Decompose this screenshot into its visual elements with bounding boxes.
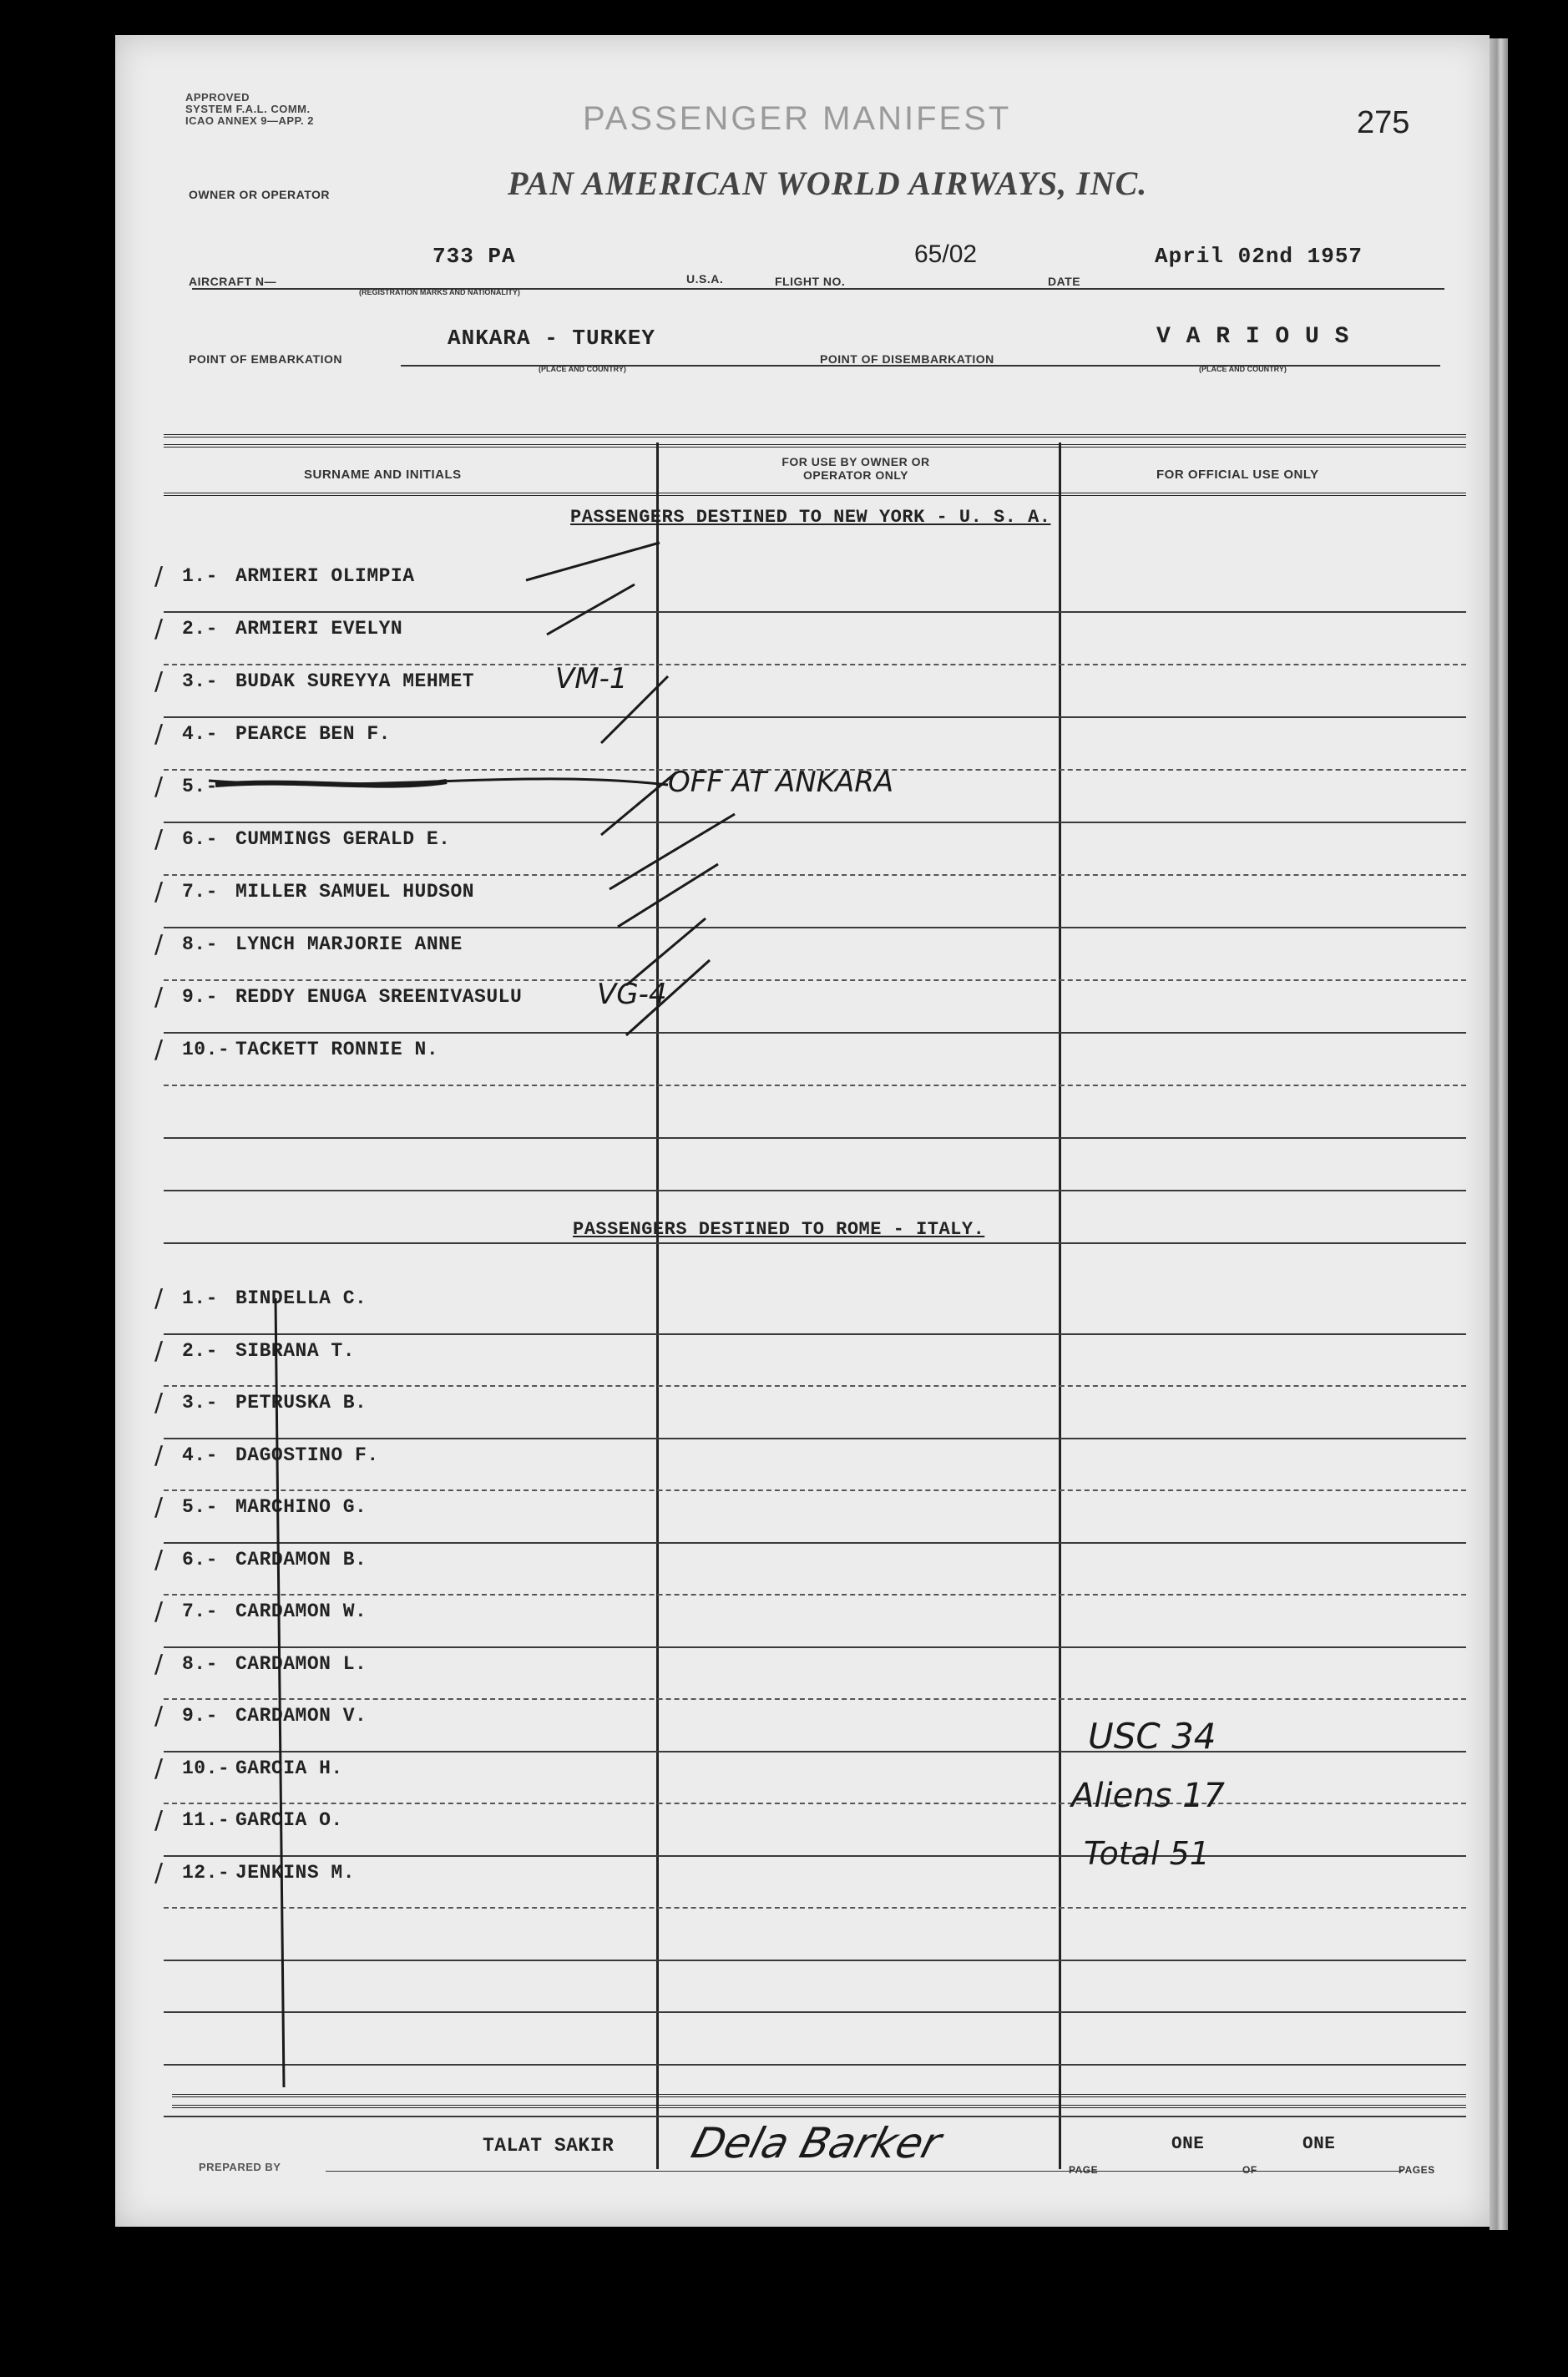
passenger-name: JENKINS M.: [235, 1861, 356, 1884]
page-value: ONE: [1171, 2135, 1205, 2154]
tick-mark: ∕: [154, 562, 164, 591]
passenger-name: BUDAK SUREYYA MEHMET: [235, 670, 475, 692]
tick-mark: ∕: [154, 825, 164, 854]
tick-mark: ∕: [154, 1336, 164, 1366]
check-mark: [601, 676, 668, 743]
passenger-number: 12.-: [182, 1861, 230, 1884]
approval-line-3: ICAO ANNEX 9—APP. 2: [185, 114, 314, 127]
passenger-number: 10.-: [182, 1757, 230, 1779]
of-label: OF: [1242, 2164, 1257, 2176]
tick-mark: ∕: [154, 1545, 164, 1575]
check-mark: [547, 584, 635, 635]
passenger-name: BINDELLA C.: [235, 1287, 367, 1309]
flight-value: 65/02: [914, 240, 978, 268]
pen-line: [276, 1298, 284, 2087]
check-mark: [526, 543, 660, 580]
tick-mark: ∕: [154, 1493, 164, 1522]
tick-mark: ∕: [154, 1388, 164, 1418]
passenger-number: 5.-: [182, 1496, 218, 1518]
tally-total: Total 51: [1084, 1835, 1210, 1872]
passenger-number: 11.-: [182, 1809, 230, 1831]
approval-line-2: SYSTEM F.A.L. COMM.: [185, 103, 311, 115]
passenger-number: 6.-: [182, 828, 218, 850]
passenger-number: 1.-: [182, 1287, 218, 1309]
section-ny-title: PASSENGERS DESTINED TO NEW YORK - U. S. A.: [570, 507, 1051, 528]
passenger-name: CARDAMON L.: [235, 1652, 367, 1675]
tick-mark: ∕: [154, 1806, 164, 1835]
date-value: April 02nd 1957: [1155, 244, 1363, 269]
approval-line-1: APPROVED: [185, 91, 250, 104]
passenger-name: CARDAMON B.: [235, 1548, 367, 1570]
of-value: ONE: [1302, 2135, 1336, 2154]
col-surname-header: SURNAME AND INITIALS: [304, 468, 462, 482]
disembark-label: POINT OF DISEMBARKATION: [820, 352, 994, 366]
passenger-name: PETRUSKA B.: [235, 1392, 367, 1414]
passenger-name: GARCIA O.: [235, 1809, 343, 1831]
tick-mark: ∕: [154, 1858, 164, 1888]
passenger-name: DAGOSTINO F.: [235, 1444, 379, 1466]
passenger-number: 7.-: [182, 881, 218, 903]
prepared-value: TALAT SAKIR: [483, 2135, 615, 2157]
pages-label: PAGES: [1399, 2164, 1435, 2176]
passenger-name: TACKETT RONNIE N.: [235, 1039, 439, 1060]
check-mark: [626, 960, 710, 1035]
passenger-number: 4.-: [182, 723, 218, 745]
flight-label: FLIGHT NO.: [775, 275, 846, 288]
owner-label: OWNER OR OPERATOR: [189, 188, 330, 201]
passenger-number: 9.-: [182, 1705, 218, 1727]
passenger-number: 2.-: [182, 618, 218, 640]
passenger-number: 10.-: [182, 1039, 230, 1060]
passenger-name: REDDY ENUGA SREENIVASULU: [235, 986, 523, 1008]
tick-mark: ∕: [154, 983, 164, 1012]
aircraft-value: 733 PA: [432, 244, 516, 269]
page-number: 275: [1357, 105, 1410, 140]
passenger-number: 4.-: [182, 1444, 218, 1466]
embark-sub: (PLACE AND COUNTRY): [539, 365, 626, 373]
check-mark: [618, 864, 718, 927]
tick-mark: ∕: [154, 930, 164, 959]
passenger-number: 2.-: [182, 1339, 218, 1362]
embark-label: POINT OF EMBARKATION: [189, 352, 342, 366]
col-official-header: FOR OFFICIAL USE ONLY: [1156, 468, 1319, 482]
tick-mark: ∕: [154, 1753, 164, 1783]
owner-value: PAN AMERICAN WORLD AIRWAYS, INC.: [508, 164, 1148, 202]
tick-mark: ∕: [154, 1035, 164, 1065]
tick-mark: ∕: [154, 1702, 164, 1731]
tally-aliens: Aliens 17: [1071, 1777, 1226, 1815]
disembark-value: V A R I O U S: [1156, 324, 1350, 350]
passenger-name: SIBRANA T.: [235, 1339, 356, 1362]
date-label: DATE: [1048, 275, 1081, 288]
tick-mark: ∕: [154, 667, 164, 696]
passenger-number: 3.-: [182, 1392, 218, 1414]
passenger-name: ARMIERI OLIMPIA: [235, 565, 415, 587]
owner-check-marks: [209, 543, 735, 2087]
passenger-number: 7.-: [182, 1601, 218, 1622]
handwritten-note: OFF AT ANKARA: [668, 766, 894, 799]
signature: Dela Barker: [686, 2119, 947, 2167]
passenger-number: 8.-: [182, 933, 218, 955]
aircraft-label: AIRCRAFT N—: [189, 275, 277, 288]
passenger-name: MILLER SAMUEL HUDSON: [235, 881, 475, 903]
passenger-number: 8.-: [182, 1652, 218, 1675]
passenger-number: 6.-: [182, 1548, 218, 1570]
aircraft-sub: (REGISTRATION MARKS AND NATIONALITY): [359, 288, 520, 296]
tick-mark: ∕: [154, 720, 164, 749]
passenger-name: GARCIA H.: [235, 1757, 343, 1779]
check-mark: [609, 814, 735, 889]
passenger-number: 9.-: [182, 986, 218, 1008]
tick-mark: ∕: [154, 614, 164, 644]
passenger-name: PEARCE BEN F.: [235, 723, 391, 745]
passenger-name: CUMMINGS GERALD E.: [235, 828, 451, 850]
passenger-number: 1.-: [182, 565, 218, 587]
tick-mark: ∕: [154, 877, 164, 907]
tick-mark: ∕: [154, 1284, 164, 1313]
usa-label: U.S.A.: [686, 272, 724, 286]
section-rome-title: PASSENGERS DESTINED TO ROME - ITALY.: [573, 1219, 985, 1240]
col-owner-header: FOR USE BY OWNER OR OPERATOR ONLY: [781, 455, 930, 482]
passenger-name: MARCHINO G.: [235, 1496, 367, 1518]
handwritten-note: VG-4: [597, 978, 667, 1011]
disembark-sub: (PLACE AND COUNTRY): [1199, 365, 1287, 373]
passenger-name: ARMIERI EVELYN: [235, 618, 403, 640]
tick-mark: ∕: [154, 772, 164, 802]
tick-mark: ∕: [154, 1649, 164, 1679]
tick-mark: ∕: [154, 1597, 164, 1626]
passenger-name: CARDAMON W.: [235, 1601, 367, 1622]
passenger-name: CARDAMON V.: [235, 1705, 367, 1727]
form-title: PASSENGER MANIFEST: [583, 100, 1012, 137]
prepared-label: PREPARED BY: [199, 2161, 281, 2173]
tally-usc: USC 34: [1088, 1716, 1216, 1757]
passenger-number: 5.-: [182, 776, 218, 797]
handwritten-note: VM-1: [555, 662, 628, 695]
passenger-number: 3.-: [182, 670, 218, 692]
page-label: PAGE: [1069, 2164, 1099, 2176]
embark-value: ANKARA - TURKEY: [448, 326, 656, 351]
tick-mark: ∕: [154, 1440, 164, 1470]
passenger-name: LYNCH MARJORIE ANNE: [235, 933, 463, 955]
